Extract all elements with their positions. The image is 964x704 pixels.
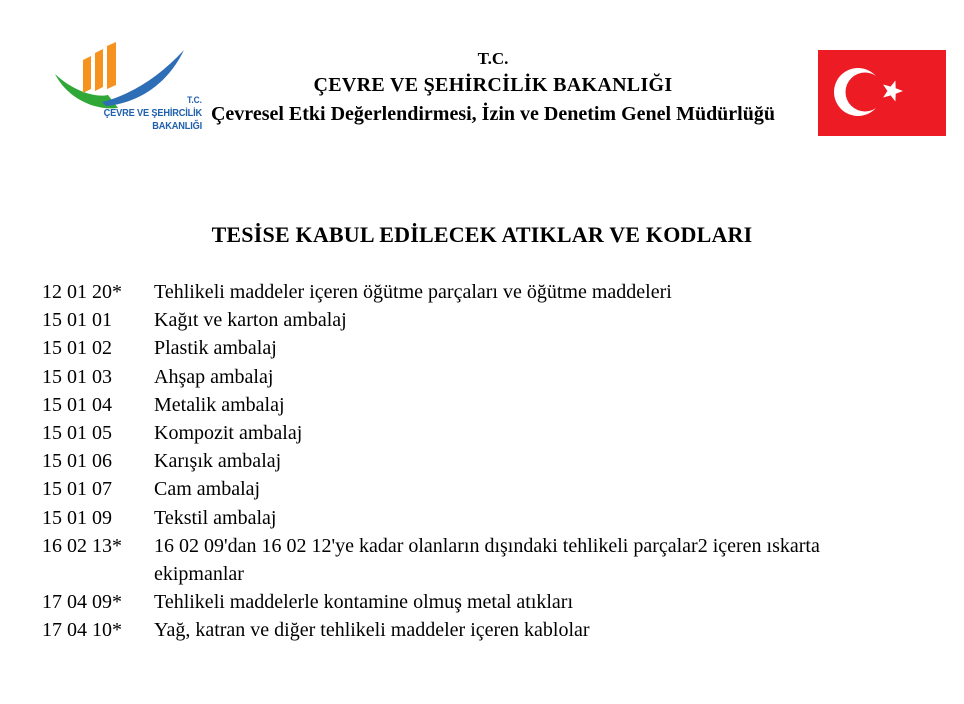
- logo-ministry-label: ÇEVRE VE ŞEHİRCİLİK: [103, 107, 202, 119]
- waste-code: 15 01 09: [42, 506, 112, 529]
- waste-code: 15 01 02: [42, 337, 112, 360]
- waste-code: 15 01 03: [42, 365, 112, 388]
- waste-code: 15 01 04: [42, 393, 112, 416]
- table-row: [42, 334, 922, 362]
- table-row: [42, 532, 922, 588]
- waste-description: Tehlikeli maddeler içeren öğütme parçaları ve öğütme maddeleri: [154, 281, 672, 303]
- table-row: [42, 419, 922, 447]
- waste-description: Plastik ambalaj: [154, 337, 277, 360]
- waste-code: 17 04 10*: [42, 619, 122, 642]
- waste-description: Cam ambalaj: [154, 478, 261, 501]
- table-row: [42, 504, 922, 532]
- waste-code: 15 01 06: [42, 450, 112, 473]
- waste-description: Metalik ambalaj: [154, 393, 285, 416]
- logo-ministry-label-2: BAKANLIĞI: [152, 120, 202, 132]
- table-row: [42, 616, 922, 644]
- table-row: [42, 363, 922, 391]
- waste-code: 17 04 09*: [42, 591, 122, 614]
- waste-description: Karışık ambalaj: [154, 450, 282, 473]
- waste-code: 15 01 07: [42, 478, 112, 501]
- header-tc: T.C.: [477, 49, 509, 68]
- waste-description: Kağıt ve karton ambalaj: [154, 309, 347, 332]
- waste-description: Tekstil ambalaj: [154, 506, 277, 529]
- table-row: [42, 391, 922, 419]
- turkish-flag-icon: [818, 50, 946, 136]
- table-row: [42, 588, 922, 616]
- table-row: [42, 447, 922, 475]
- document-header: [185, 47, 801, 129]
- logo-tc-label: T.C.: [187, 95, 202, 106]
- page-title: TESİSE KABUL EDİLECEK ATIKLAR VE KODLARI: [211, 222, 753, 247]
- waste-description: Yağ, katran ve diğer tehlikeli maddeler içeren kablolar: [154, 619, 590, 642]
- header-directorate-name: Çevresel Etki Değerlendirmesi, İzin ve Denetim Genel Müdürlüğü: [210, 103, 775, 125]
- waste-code: 16 02 13*: [42, 534, 122, 557]
- waste-table: [42, 278, 922, 645]
- waste-description: Tehlikeli maddelerle kontamine olmuş metal atıkları: [154, 591, 574, 614]
- waste-code: 15 01 01: [42, 309, 112, 332]
- header-ministry-name: ÇEVRE VE ŞEHİRCİLİK BAKANLIĞI: [313, 74, 673, 96]
- ministry-logo: [50, 38, 202, 132]
- waste-code: 15 01 05: [42, 422, 112, 445]
- waste-description: 16 02 09'dan 16 02 12'ye kadar olanların dışındaki tehlikeli parçalar2 içeren ıskarta ekipmanlar: [154, 534, 820, 586]
- waste-description: Ahşap ambalaj: [154, 365, 274, 388]
- table-row: [42, 306, 922, 334]
- waste-description: Kompozit ambalaj: [154, 422, 303, 445]
- waste-code: 12 01 20*: [42, 281, 122, 303]
- table-row: [42, 475, 922, 503]
- table-row: [42, 278, 922, 306]
